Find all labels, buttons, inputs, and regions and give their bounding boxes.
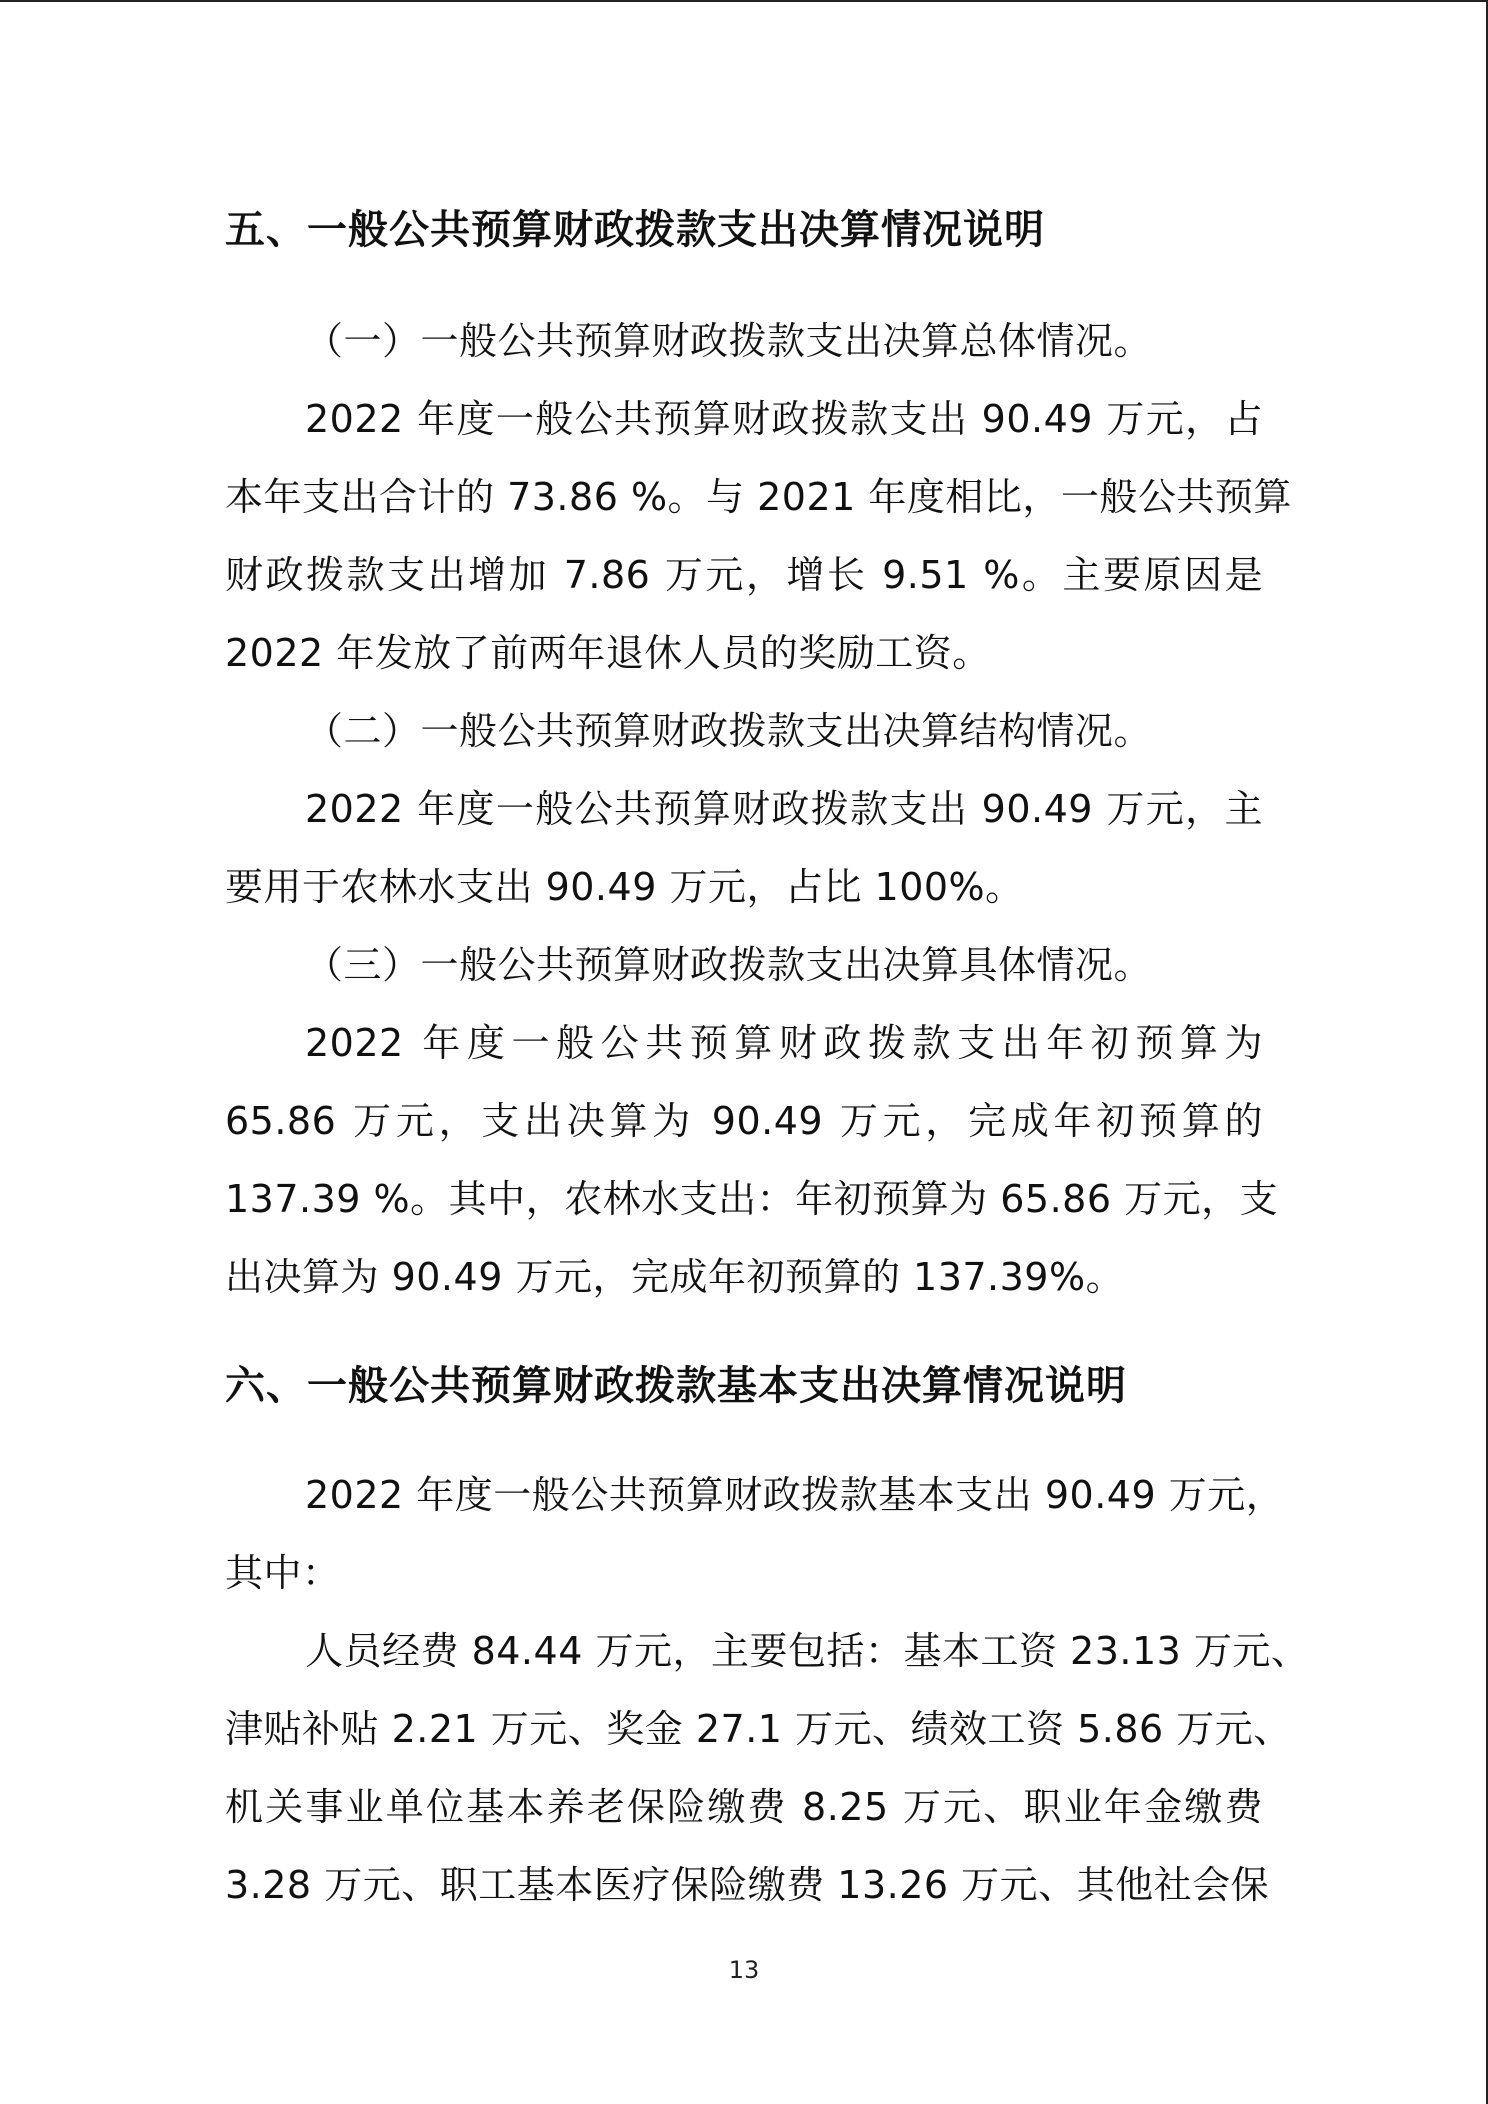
paragraph-line: 津贴补贴 2.21 万元、奖金 27.1 万元、绩效工资 5.86 万元、 <box>225 1707 1292 1751</box>
subsection-3-title: （三）一般公共预算财政拨款支出决算具体情况。 <box>305 943 1153 987</box>
section-6-heading: 六、一般公共预算财政拨款基本支出决算情况说明 <box>225 1363 1127 1409</box>
paragraph-line: 其中： <box>225 1551 341 1595</box>
section-5-heading: 五、一般公共预算财政拨款支出决算情况说明 <box>225 207 1045 253</box>
paragraph-line: 2022 年度一般公共预算财政拨款支出 90.49 万元，占 <box>305 397 1263 441</box>
paragraph-line: 2022 年度一般公共预算财政拨款支出 90.49 万元，主 <box>305 787 1263 831</box>
paragraph-line: 2022 年度一般公共预算财政拨款支出年初预算为 <box>305 1021 1263 1065</box>
subsection-1-title: （一）一般公共预算财政拨款支出决算总体情况。 <box>305 319 1153 363</box>
paragraph-line: 65.86 万元，支出决算为 90.49 万元，完成年初预算的 <box>225 1099 1263 1143</box>
paragraph-line: 137.39 %。其中，农林水支出：年初预算为 65.86 万元，支 <box>225 1177 1279 1221</box>
subsection-2-title: （二）一般公共预算财政拨款支出决算结构情况。 <box>305 709 1153 753</box>
paragraph-line: 要用于农林水支出 90.49 万元，占比 100%。 <box>225 865 1024 909</box>
paragraph-line: 机关事业单位基本养老保险缴费 8.25 万元、职业年金缴费 <box>225 1785 1263 1829</box>
paragraph-line: 本年支出合计的 73.86 %。与 2021 年度相比，一般公共预算 <box>225 475 1292 519</box>
paragraph-line: 2022 年度一般公共预算财政拨款基本支出 90.49 万元， <box>305 1473 1285 1517</box>
paragraph-line: 财政拨款支出增加 7.86 万元，增长 9.51 %。主要原因是 <box>225 553 1263 597</box>
page-number: 13 <box>728 1956 760 1984</box>
paragraph-line: 出决算为 90.49 万元，完成年初预算的 137.39%。 <box>225 1255 1125 1299</box>
paragraph-line: 人员经费 84.44 万元，主要包括：基本工资 23.13 万元、 <box>305 1629 1310 1673</box>
paragraph-line: 3.28 万元、职工基本医疗保险缴费 13.26 万元、其他社会保 <box>225 1863 1270 1907</box>
paragraph-line: 2022 年发放了前两年退休人员的奖励工资。 <box>225 631 991 675</box>
